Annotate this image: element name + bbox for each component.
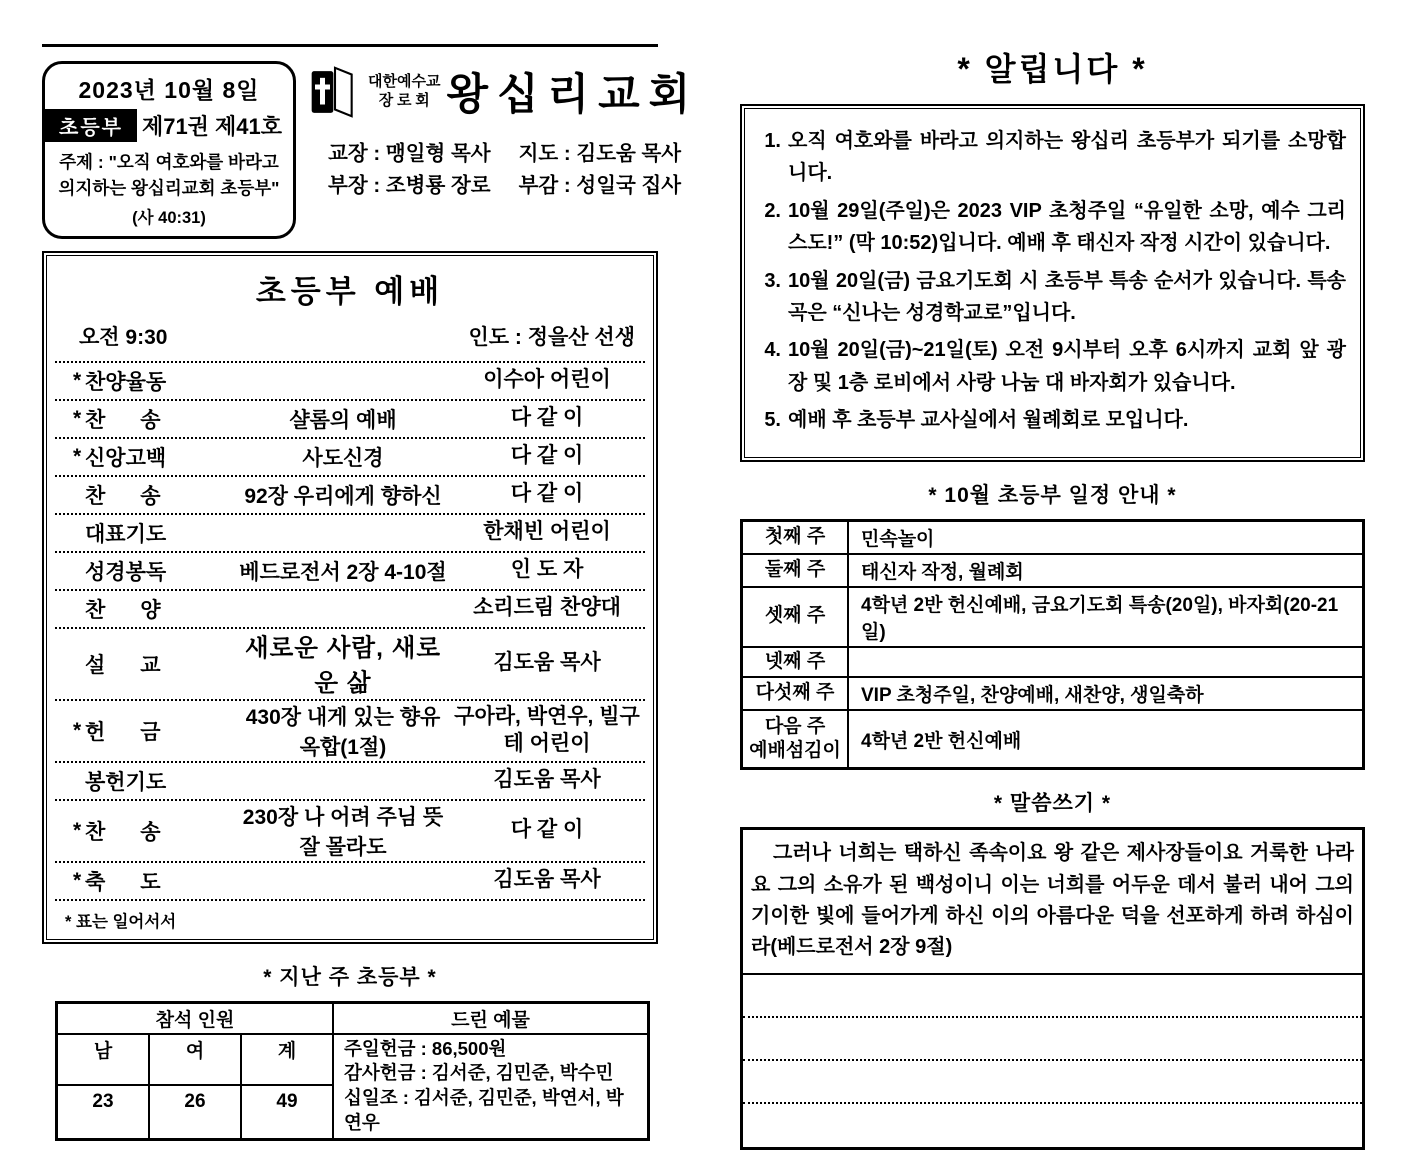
val-male: 23	[58, 1086, 150, 1138]
role-cell: 설 교	[85, 653, 161, 677]
week-content: VIP 초청주일, 찬양예배, 새찬양, 생일축하	[861, 685, 1204, 707]
content-cell: 430장 내게 있는 향유 옥합(1절)	[245, 705, 441, 759]
role-cell: 찬 송	[85, 820, 161, 844]
writing-line	[743, 1104, 1362, 1147]
staff-line-2	[310, 170, 699, 202]
worship-row	[55, 401, 645, 439]
role-cell: 성경봉독	[85, 560, 167, 584]
role-cell: 찬 송	[85, 484, 161, 508]
item-text: 10월 29일(주일)은 2023 VIP 초청주일 “유일한 소망, 예수 그리스도!” (막 10:52)입니다. 예배 후 태신자 작정 시간이 있습니다.	[788, 199, 1346, 255]
logo-area	[296, 61, 699, 202]
stand-marker: *	[73, 368, 82, 392]
offering-header: 드린 예물	[334, 1004, 647, 1035]
content-cell: 92장 우리에게 향하신	[244, 484, 442, 508]
person-cell: 김도움 목사	[493, 651, 601, 675]
item-text: 오직 여호와를 바라고 의지하는 왕십리 초등부가 되기를 소망합니다.	[788, 130, 1346, 185]
week-label: 첫째 주	[743, 522, 849, 553]
masthead	[42, 61, 700, 239]
val-female: 26	[150, 1086, 242, 1138]
scripture-writing-box	[740, 827, 1365, 1150]
schedule-row	[743, 678, 1362, 711]
denomination-line1: 대한예수교	[368, 73, 441, 90]
item-number: 1.	[764, 130, 781, 152]
schedule-row	[743, 522, 1362, 555]
next-week-label-line1: 다음 주	[764, 715, 826, 737]
worship-leader: 인도 : 정을산 선생	[468, 325, 635, 349]
person-cell: 인 도 자	[510, 558, 584, 582]
person-cell: 구아라, 박연우, 빌구테 어린이	[454, 705, 640, 755]
week-content: 민속놀이	[861, 528, 935, 550]
scripture-text: 그러나 너희는 택하신 족속이요 왕 같은 제사장들이요 거룩한 나라요 그의 소유가 된 백성이니 이는 너희를 어두운 데서 불러 내어 그의 기이한 빛에 들어가게 하신 이의 아름다운 덕을 선포하게 하려 하심이라(베드로전서 2장 9절)	[743, 830, 1362, 975]
item-text: 예배 후 초등부 교사실에서 월례회로 모입니다.	[788, 409, 1189, 432]
staff-assistant: 부감 : 성일국 집사	[518, 173, 682, 197]
schedule-row	[743, 648, 1362, 679]
item-number: 4.	[764, 339, 781, 362]
person-cell: 김도움 목사	[493, 768, 601, 792]
person-cell: 한채빈 어린이	[483, 520, 611, 544]
denomination-line2: 장 로 회	[378, 92, 430, 109]
worship-row	[55, 515, 645, 553]
sermon-title: 새로운 사람, 새로운 삶	[244, 634, 442, 697]
schedule-row	[743, 555, 1362, 588]
church-name: 왕십리교회	[446, 72, 700, 119]
staff-guide: 지도 : 김도움 목사	[518, 142, 682, 165]
attendance-header: 참석 인원	[58, 1004, 334, 1035]
theme-scripture-ref: (사 40:31)	[132, 208, 206, 227]
item-number: 2.	[764, 199, 781, 222]
role-cell: 찬 양	[85, 598, 161, 622]
next-week-label	[743, 711, 849, 767]
stand-marker: *	[73, 406, 82, 430]
offering-details	[334, 1035, 647, 1139]
worship-row	[55, 863, 645, 901]
left-column	[42, 44, 700, 1141]
worship-row	[55, 363, 645, 401]
person-cell: 이수아 어린이	[483, 368, 611, 392]
stand-marker: *	[73, 818, 82, 842]
announcements-title: * 알립니다 *	[957, 51, 1148, 87]
stand-marker: *	[73, 718, 82, 742]
scripture-writing-title: * 말씀쓰기 *	[993, 792, 1112, 816]
next-week-label-line2: 예배섬김이	[749, 740, 841, 762]
item-number: 5.	[764, 409, 781, 432]
content-cell: 베드로전서 2장 4-10절	[239, 560, 447, 584]
person-cell: 다 같 이	[510, 444, 584, 468]
week-label: 둘째 주	[743, 555, 849, 586]
theme-text	[51, 149, 287, 202]
person-cell: 다 같 이	[510, 406, 584, 430]
role-cell: 봉헌기도	[85, 770, 167, 794]
denomination-name	[368, 73, 440, 111]
person-cell: 다 같 이	[510, 482, 584, 506]
col-total: 계	[242, 1035, 334, 1086]
week-content: 태신자 작정, 월례회	[861, 561, 1024, 583]
announcement-item	[757, 265, 1346, 330]
person-cell: 다 같 이	[510, 818, 584, 842]
worship-row	[55, 701, 645, 763]
worship-row	[55, 477, 645, 515]
stand-marker: *	[73, 444, 82, 468]
content-cell: 230장 나 어려 주님 뜻 잘 몰라도	[242, 805, 444, 859]
worship-time: 오전 9:30	[79, 325, 168, 349]
worship-time-row	[55, 319, 645, 363]
person-cell: 소리드림 찬양대	[473, 596, 621, 620]
theme-line1: 주제 : "오직 여호와를 바라고	[59, 152, 279, 172]
content-cell: 샬롬의 예배	[289, 408, 397, 432]
announcements-box	[740, 104, 1365, 462]
col-female: 여	[150, 1035, 242, 1086]
issue-number: 제71권 제41호	[141, 114, 283, 139]
worship-table	[42, 251, 658, 944]
schedule-table	[740, 519, 1365, 771]
schedule-row-next-week	[743, 711, 1362, 767]
role-cell: 축 도	[85, 870, 161, 894]
writing-line	[743, 975, 1362, 1018]
worship-row	[55, 553, 645, 591]
worship-row-sermon	[55, 629, 645, 701]
next-week-content: 4학년 2반 헌신예배	[861, 730, 1022, 752]
announcement-item	[757, 195, 1346, 260]
top-rule	[42, 44, 658, 47]
week-content	[849, 648, 1362, 677]
offering-line: 주일헌금 : 86,500원	[344, 1037, 507, 1059]
writing-line	[743, 1061, 1362, 1104]
theme-line2: 의지하는 왕십리교회 초등부"	[58, 178, 280, 199]
worship-row	[55, 801, 645, 863]
item-text: 10월 20일(금) 금요기도회 시 초등부 특송 순서가 있습니다. 특송 곡은 “신나는 성경학교로”입니다.	[788, 269, 1346, 324]
announcement-item	[757, 125, 1346, 190]
staff-list	[310, 138, 699, 202]
schedule-row	[743, 588, 1362, 648]
masthead-box	[42, 61, 296, 239]
right-column	[740, 44, 1365, 1150]
stand-marker: *	[73, 868, 82, 892]
person-cell: 김도움 목사	[493, 868, 601, 892]
col-male: 남	[58, 1035, 150, 1086]
cross-door-icon	[310, 64, 360, 120]
role-cell: 찬 송	[85, 408, 161, 432]
worship-table-inner	[46, 255, 654, 940]
writing-line	[743, 1018, 1362, 1061]
role-cell: 찬양율동	[85, 370, 167, 394]
worship-row	[55, 591, 645, 629]
department-badge: 초등부	[45, 109, 137, 142]
role-cell: 대표기도	[85, 522, 167, 546]
schedule-title: * 10월 초등부 일정 안내 *	[928, 483, 1177, 507]
week-label: 다섯째 주	[743, 678, 849, 709]
role-cell: 헌 금	[85, 720, 161, 744]
attendance-table	[55, 1001, 650, 1142]
issue-date: 2023년 10월 8일	[78, 77, 260, 103]
week-label: 셋째 주	[743, 588, 849, 646]
item-text: 10월 20일(금)~21일(토) 오전 9시부터 오후 6시까지 교회 앞 광장 및 1층 로비에서 사랑 나눔 대 바자회가 있습니다.	[788, 339, 1346, 394]
announcement-item	[757, 404, 1346, 436]
offering-line: 감사헌금 : 김서준, 김민준, 박수민	[344, 1062, 614, 1084]
last-week-title: * 지난 주 초등부 *	[263, 965, 437, 989]
staff-line-1	[310, 138, 699, 170]
val-total: 49	[242, 1086, 334, 1138]
item-number: 3.	[764, 269, 781, 292]
staff-head: 부장 : 조병룡 장로	[328, 173, 491, 197]
worship-row	[55, 763, 645, 801]
logo-row	[310, 61, 699, 122]
week-content: 4학년 2반 헌신예배, 금요기도회 특송(20일), 바자회(20-21일)	[861, 594, 1339, 643]
announcements-box-inner	[744, 108, 1361, 458]
stand-footnote: * 표는 일어서서	[65, 912, 177, 931]
issue-row	[51, 109, 287, 142]
content-cell: 사도신경	[302, 446, 384, 470]
staff-principal: 교장 : 맹일형 목사	[328, 142, 491, 165]
week-label: 넷째 주	[743, 648, 849, 677]
worship-title: 초등부 예배	[255, 273, 445, 309]
worship-row	[55, 439, 645, 477]
offering-line: 십일조 : 김서준, 김민준, 박연서, 박연우	[344, 1087, 624, 1134]
announcement-item	[757, 334, 1346, 399]
role-cell: 신앙고백	[85, 446, 167, 470]
